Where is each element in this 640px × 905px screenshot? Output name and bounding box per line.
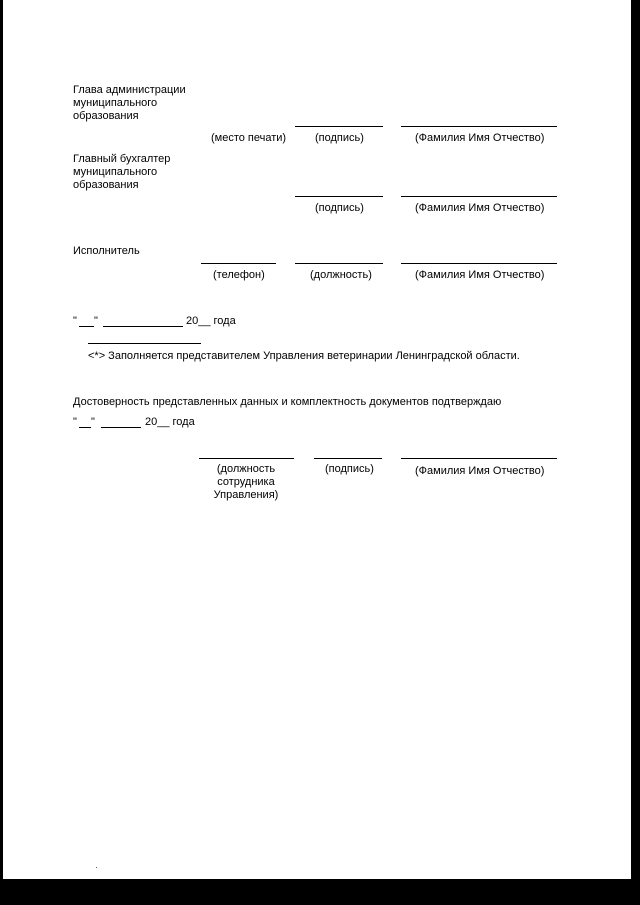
- date2-close-quote: ": [91, 416, 95, 428]
- executor-title: Исполнитель: [73, 245, 140, 257]
- accountant-name-line: [401, 196, 557, 197]
- accountant-signature-label: (подпись): [315, 202, 364, 214]
- accountant-full-name-label: (Фамилия Имя Отчество): [415, 202, 545, 214]
- scan-bottom-border: [0, 879, 640, 905]
- bottom-full-name-label: (Фамилия Имя Отчество): [415, 465, 545, 477]
- bottom-position-line: [199, 458, 294, 459]
- executor-name-line: [401, 263, 557, 264]
- date1-day-line: [79, 326, 94, 327]
- date2-open-quote: ": [73, 416, 77, 428]
- date2-year: 20__ года: [145, 416, 195, 428]
- bottom-signature-label: (подпись): [325, 463, 374, 475]
- executor-phone-label: (телефон): [213, 269, 265, 281]
- head-admin-title: Глава администрации муниципального образования: [73, 84, 186, 122]
- footnote-separator: [88, 343, 201, 344]
- scan-left-border: [0, 0, 3, 905]
- executor-position-line: [295, 263, 383, 264]
- accountant-signature-line: [295, 196, 383, 197]
- footnote-text: <*> Заполняется представителем Управления ветеринарии Ленинградской области.: [88, 350, 520, 362]
- scan-right-border: [631, 0, 640, 905]
- head-full-name-label: (Фамилия Имя Отчество): [415, 132, 545, 144]
- executor-position-label: (должность): [310, 269, 372, 281]
- bottom-position-label: (должность сотрудника Управления): [213, 463, 279, 501]
- date1-open-quote: ": [73, 315, 77, 327]
- bottom-signature-line: [314, 458, 382, 459]
- head-signature-label: (подпись): [315, 132, 364, 144]
- date2-day-line: [79, 427, 91, 428]
- confirmation-text: Достоверность представленных данных и комплектность документов подтверждаю: [73, 396, 502, 408]
- executor-full-name-label: (Фамилия Имя Отчество): [415, 269, 545, 281]
- accountant-title: Главный бухгалтер муниципального образования: [73, 153, 171, 191]
- executor-phone-line: [201, 263, 276, 264]
- date1-year: 20__ года: [186, 315, 236, 327]
- stamp-place-label: (место печати): [211, 132, 287, 144]
- head-name-line: [401, 126, 557, 127]
- bottom-name-line: [401, 458, 557, 459]
- scan-speck: [96, 867, 97, 868]
- date2-month-line: [101, 427, 141, 428]
- date1-close-quote: ": [94, 315, 98, 327]
- head-signature-line: [295, 126, 383, 127]
- date1-month-line: [103, 326, 183, 327]
